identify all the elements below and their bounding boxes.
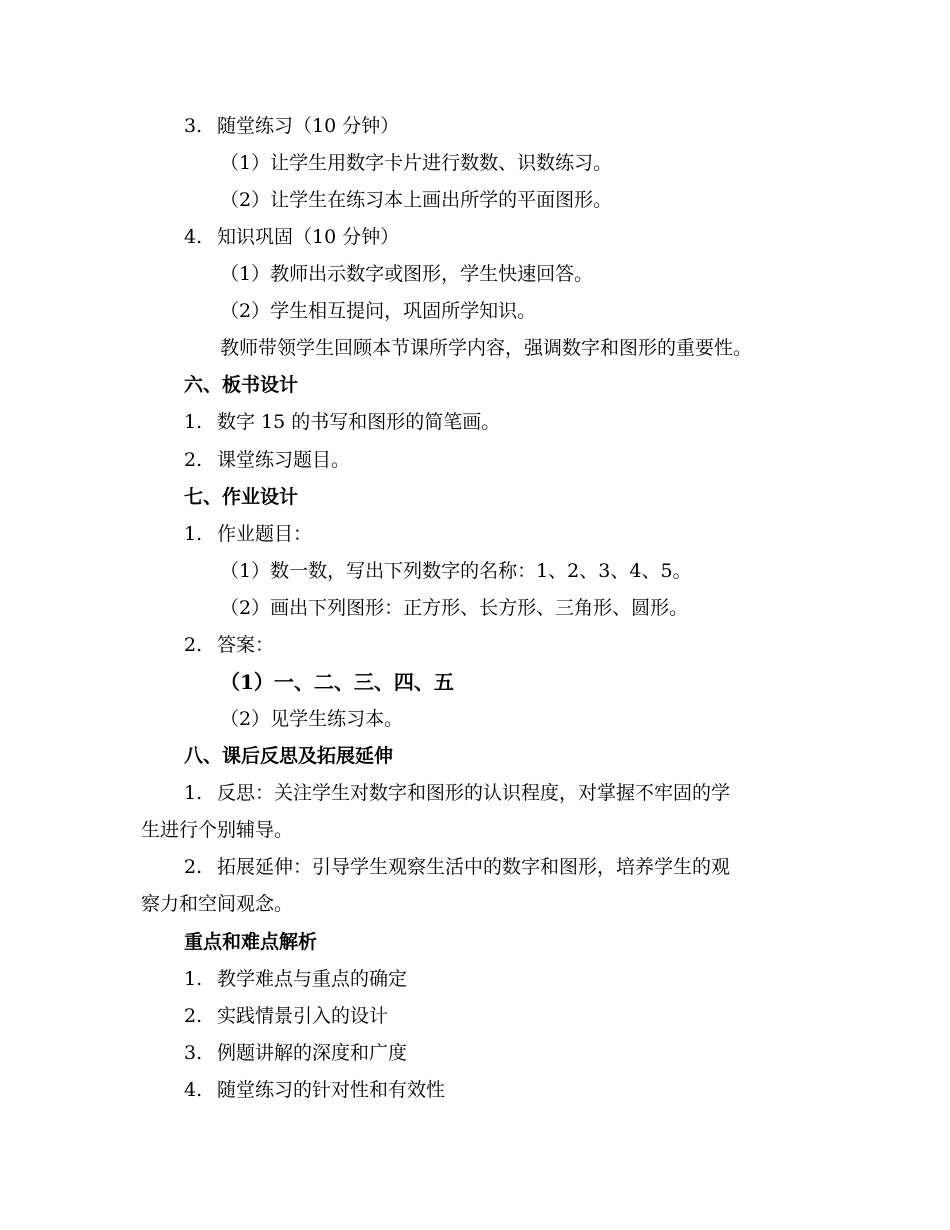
item-text-continued: 察力和空间观念。	[141, 893, 294, 915]
item-text: 例题讲解的深度和广度	[217, 1042, 408, 1064]
section-heading: 七、作业设计	[184, 486, 299, 508]
item-text: 反思：关注学生对数字和图形的认识程度，对掌握不牢固的学	[217, 782, 731, 804]
list-item	[184, 631, 274, 659]
sub-item: （1）数一数，写出下列数字的名称：1、2、3、4、5。	[220, 560, 692, 582]
item-text: 随堂练习的针对性和有效性	[217, 1079, 446, 1101]
item-number: 4.	[184, 1079, 203, 1101]
list-item	[184, 853, 730, 881]
item-number: 2.	[184, 634, 203, 656]
answer-line: （1）一、二、三、四、五	[220, 670, 454, 694]
section-heading: 六、板书设计	[184, 374, 299, 396]
sub-item: （2）学生相互提问，巩固所学知识。	[220, 300, 537, 322]
paragraph: 教师带领学生回顾本节课所学内容，强调数字和图形的重要性。	[220, 337, 753, 359]
list-item	[184, 408, 500, 436]
item-number: 2.	[184, 449, 203, 471]
list-item	[184, 520, 312, 548]
item-text: 教学难点与重点的确定	[217, 968, 408, 990]
list-item	[184, 223, 399, 251]
item-number: 2.	[184, 856, 203, 878]
item-text: 作业题目：	[217, 523, 313, 545]
section-heading: 八、课后反思及拓展延伸	[184, 745, 394, 767]
list-item	[184, 779, 730, 807]
item-number: 4.	[184, 226, 203, 248]
sub-item: （1）教师出示数字或图形，学生快速回答。	[220, 263, 594, 285]
list-item	[184, 1039, 407, 1067]
item-text: 答案：	[217, 634, 275, 656]
list-item	[184, 1076, 445, 1104]
item-number: 1.	[184, 968, 203, 990]
item-text: 课堂练习题目。	[217, 449, 351, 471]
sub-item: （2）画出下列图形：正方形、长方形、三角形、圆形。	[220, 597, 689, 619]
item-number: 2.	[184, 1005, 203, 1027]
item-number: 3.	[184, 1042, 203, 1064]
sub-item: （1）让学生用数字卡片进行数数、识数练习。	[220, 152, 613, 174]
item-number: 1.	[184, 523, 203, 545]
list-item	[184, 446, 350, 474]
item-number: 1.	[184, 782, 203, 804]
item-text: 实践情景引入的设计	[217, 1005, 389, 1027]
item-text-continued: 生进行个别辅导。	[141, 819, 294, 841]
sub-item: （2）见学生练习本。	[220, 708, 404, 730]
item-text: 拓展延伸：引导学生观察生活中的数字和图形，培养学生的观	[217, 856, 731, 878]
sub-item: （2）让学生在练习本上画出所学的平面图形。	[220, 189, 613, 211]
item-text: 数字 15 的书写和图形的简笔画。	[217, 411, 501, 433]
item-number: 1.	[184, 411, 203, 433]
section-heading: 重点和难点解析	[184, 931, 318, 953]
item-text: 随堂练习（10 分钟）	[217, 115, 400, 137]
list-item	[184, 112, 399, 140]
list-item	[184, 965, 407, 993]
item-number: 3.	[184, 115, 203, 137]
item-text: 知识巩固（10 分钟）	[217, 226, 400, 248]
list-item	[184, 1002, 388, 1030]
